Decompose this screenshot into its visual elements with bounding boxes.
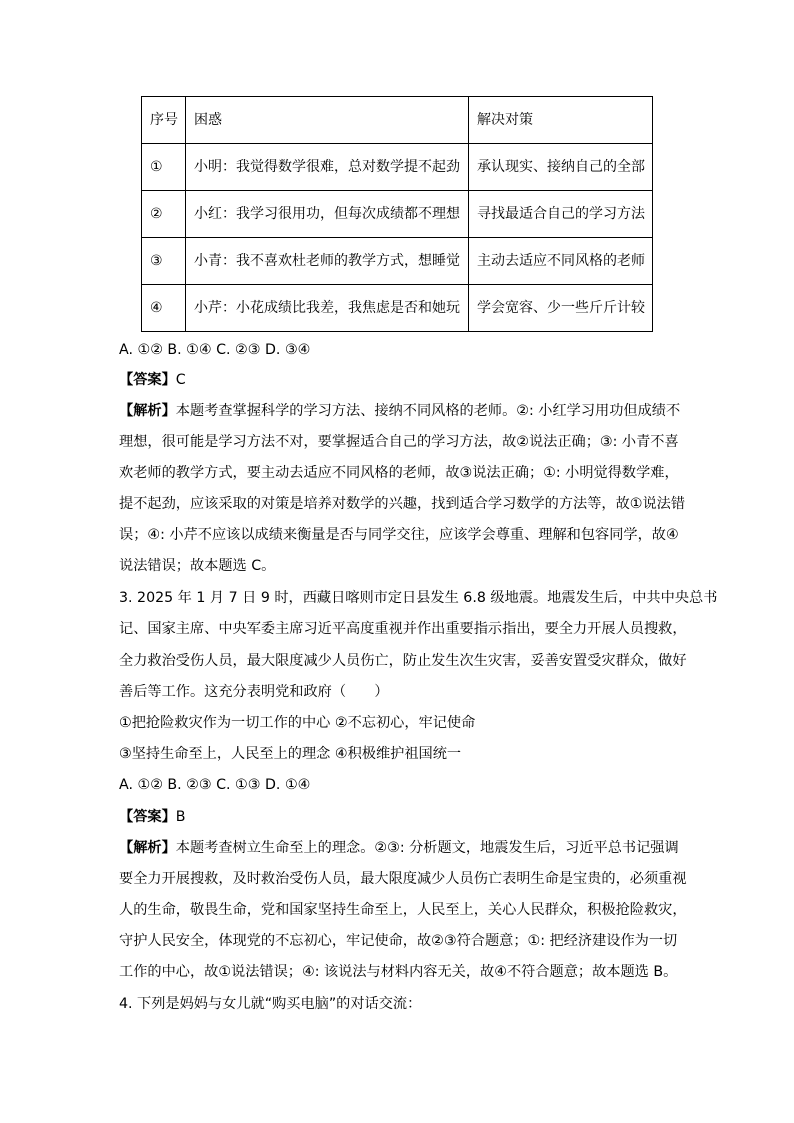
answer-value: B [175, 809, 186, 825]
q2-analysis-line [119, 403, 681, 419]
row-solution: 学会宽容、少一些斤斤计较 [469, 285, 653, 332]
row-problem: 小芹：小花成绩比我差，我焦虑是否和她玩 [186, 285, 469, 332]
q3-analysis-line [119, 840, 679, 856]
q3-stem-line: 全力救治受伤人员，最大限度减少人员伤亡，防止发生次生灾害，妥善安置受灾群众，做好 [119, 653, 687, 669]
analysis-text: 本题考查掌握科学的学习方法、接纳不同风格的老师。②: 小红学习用功但成绩不 [175, 403, 681, 419]
q3-analysis-line: 人的生命，敬畏生命，党和国家坚持生命至上，人民至上，关心人民群众，积极抢险救灾， [119, 902, 687, 918]
analysis-tag: 【解析】 [119, 840, 176, 856]
analysis-text: 本题考查树立生命至上的理念。②③: 分析题文，地震发生后，习近平总书记强调 [175, 840, 679, 856]
q2-options: A. ①② B. ①④ C. ②③ D. ③④ [119, 342, 311, 358]
q3-statements: ③坚持生命至上，人民至上的理念 ④积极维护祖国统一 [119, 746, 462, 762]
answer-value: C [175, 372, 186, 388]
q2-analysis-line: 提不起劲，应该采取的对策是培养对数学的兴趣，找到适合学习数学的方法等，故①说法错 [119, 496, 686, 512]
header-solution: 解决对策 [469, 97, 653, 144]
q3-stem-line: 3. 2025 年 1 月 7 日 9 时，西藏日喀则市定日县发生 6.8 级地震。地震发生后，中共中央总书 [119, 590, 718, 606]
q3-analysis-line: 工作的中心，故①说法错误；④: 该说法与材料内容无关，故④不符合题意；故本题选 B。 [119, 964, 678, 980]
header-no: 序号 [142, 97, 186, 144]
table-row [142, 191, 653, 238]
q3-stem-line: 记、国家主席、中央军委主席习近平高度重视并作出重要指示指出，要全力开展人员搜救， [119, 621, 687, 637]
q2-analysis-line: 说法错误；故本题选 C。 [119, 558, 276, 574]
row-problem: 小青：我不喜欢杜老师的教学方式，想睡觉 [186, 238, 469, 285]
row-no: ② [142, 191, 186, 238]
row-no: ① [142, 144, 186, 191]
table-row [142, 238, 653, 285]
q3-analysis-line: 要全力开展搜救，及时救治受伤人员，最大限度减少人员伤亡表明生命是宝贵的，必须重视 [119, 871, 687, 887]
table-row [142, 285, 653, 332]
header-problem: 困惑 [186, 97, 469, 144]
answer-tag: 【答案】 [119, 809, 176, 825]
row-no: ④ [142, 285, 186, 332]
q2-answer [119, 373, 186, 387]
answer-tag: 【答案】 [119, 372, 176, 388]
q4-stem: 4. 下列是妈妈与女儿就“购买电脑”的对话交流： [119, 996, 422, 1012]
q2-analysis-line: 误；④: 小芹不应该以成绩来衡量是否与同学交往，应该学会尊重、理解和包容同学，故④ [119, 527, 679, 543]
dilemma-table [141, 96, 653, 332]
row-no: ③ [142, 238, 186, 285]
row-problem: 小红：我学习很用功，但每次成绩都不理想 [186, 191, 469, 238]
q3-stem-line: 善后等工作。这充分表明党和政府（ ） [119, 684, 389, 700]
table-header-row [142, 97, 653, 144]
q2-analysis-line: 欢老师的教学方式，要主动去适应不同风格的老师，故③说法正确；①: 小明觉得数学难， [119, 465, 679, 481]
row-solution: 主动去适应不同风格的老师 [469, 238, 653, 285]
q3-statements: ①把抢险救灾作为一切工作的中心 ②不忘初心，牢记使命 [119, 715, 476, 731]
table-row [142, 144, 653, 191]
q3-options: A. ①② B. ②③ C. ①③ D. ①④ [119, 777, 311, 793]
q3-analysis-line: 守护人民安全，体现党的不忘初心，牢记使命，故②③符合题意；①: 把经济建设作为一切 [119, 933, 678, 949]
row-solution: 承认现实、接纳自己的全部 [469, 144, 653, 191]
row-solution: 寻找最适合自己的学习方法 [469, 191, 653, 238]
analysis-tag: 【解析】 [119, 403, 176, 419]
q2-analysis-line: 理想，很可能是学习方法不对，要掌握适合自己的学习方法，故②说法正确；③: 小青不喜 [119, 434, 679, 450]
q3-answer [119, 810, 186, 824]
row-problem: 小明：我觉得数学很难，总对数学提不起劲 [186, 144, 469, 191]
